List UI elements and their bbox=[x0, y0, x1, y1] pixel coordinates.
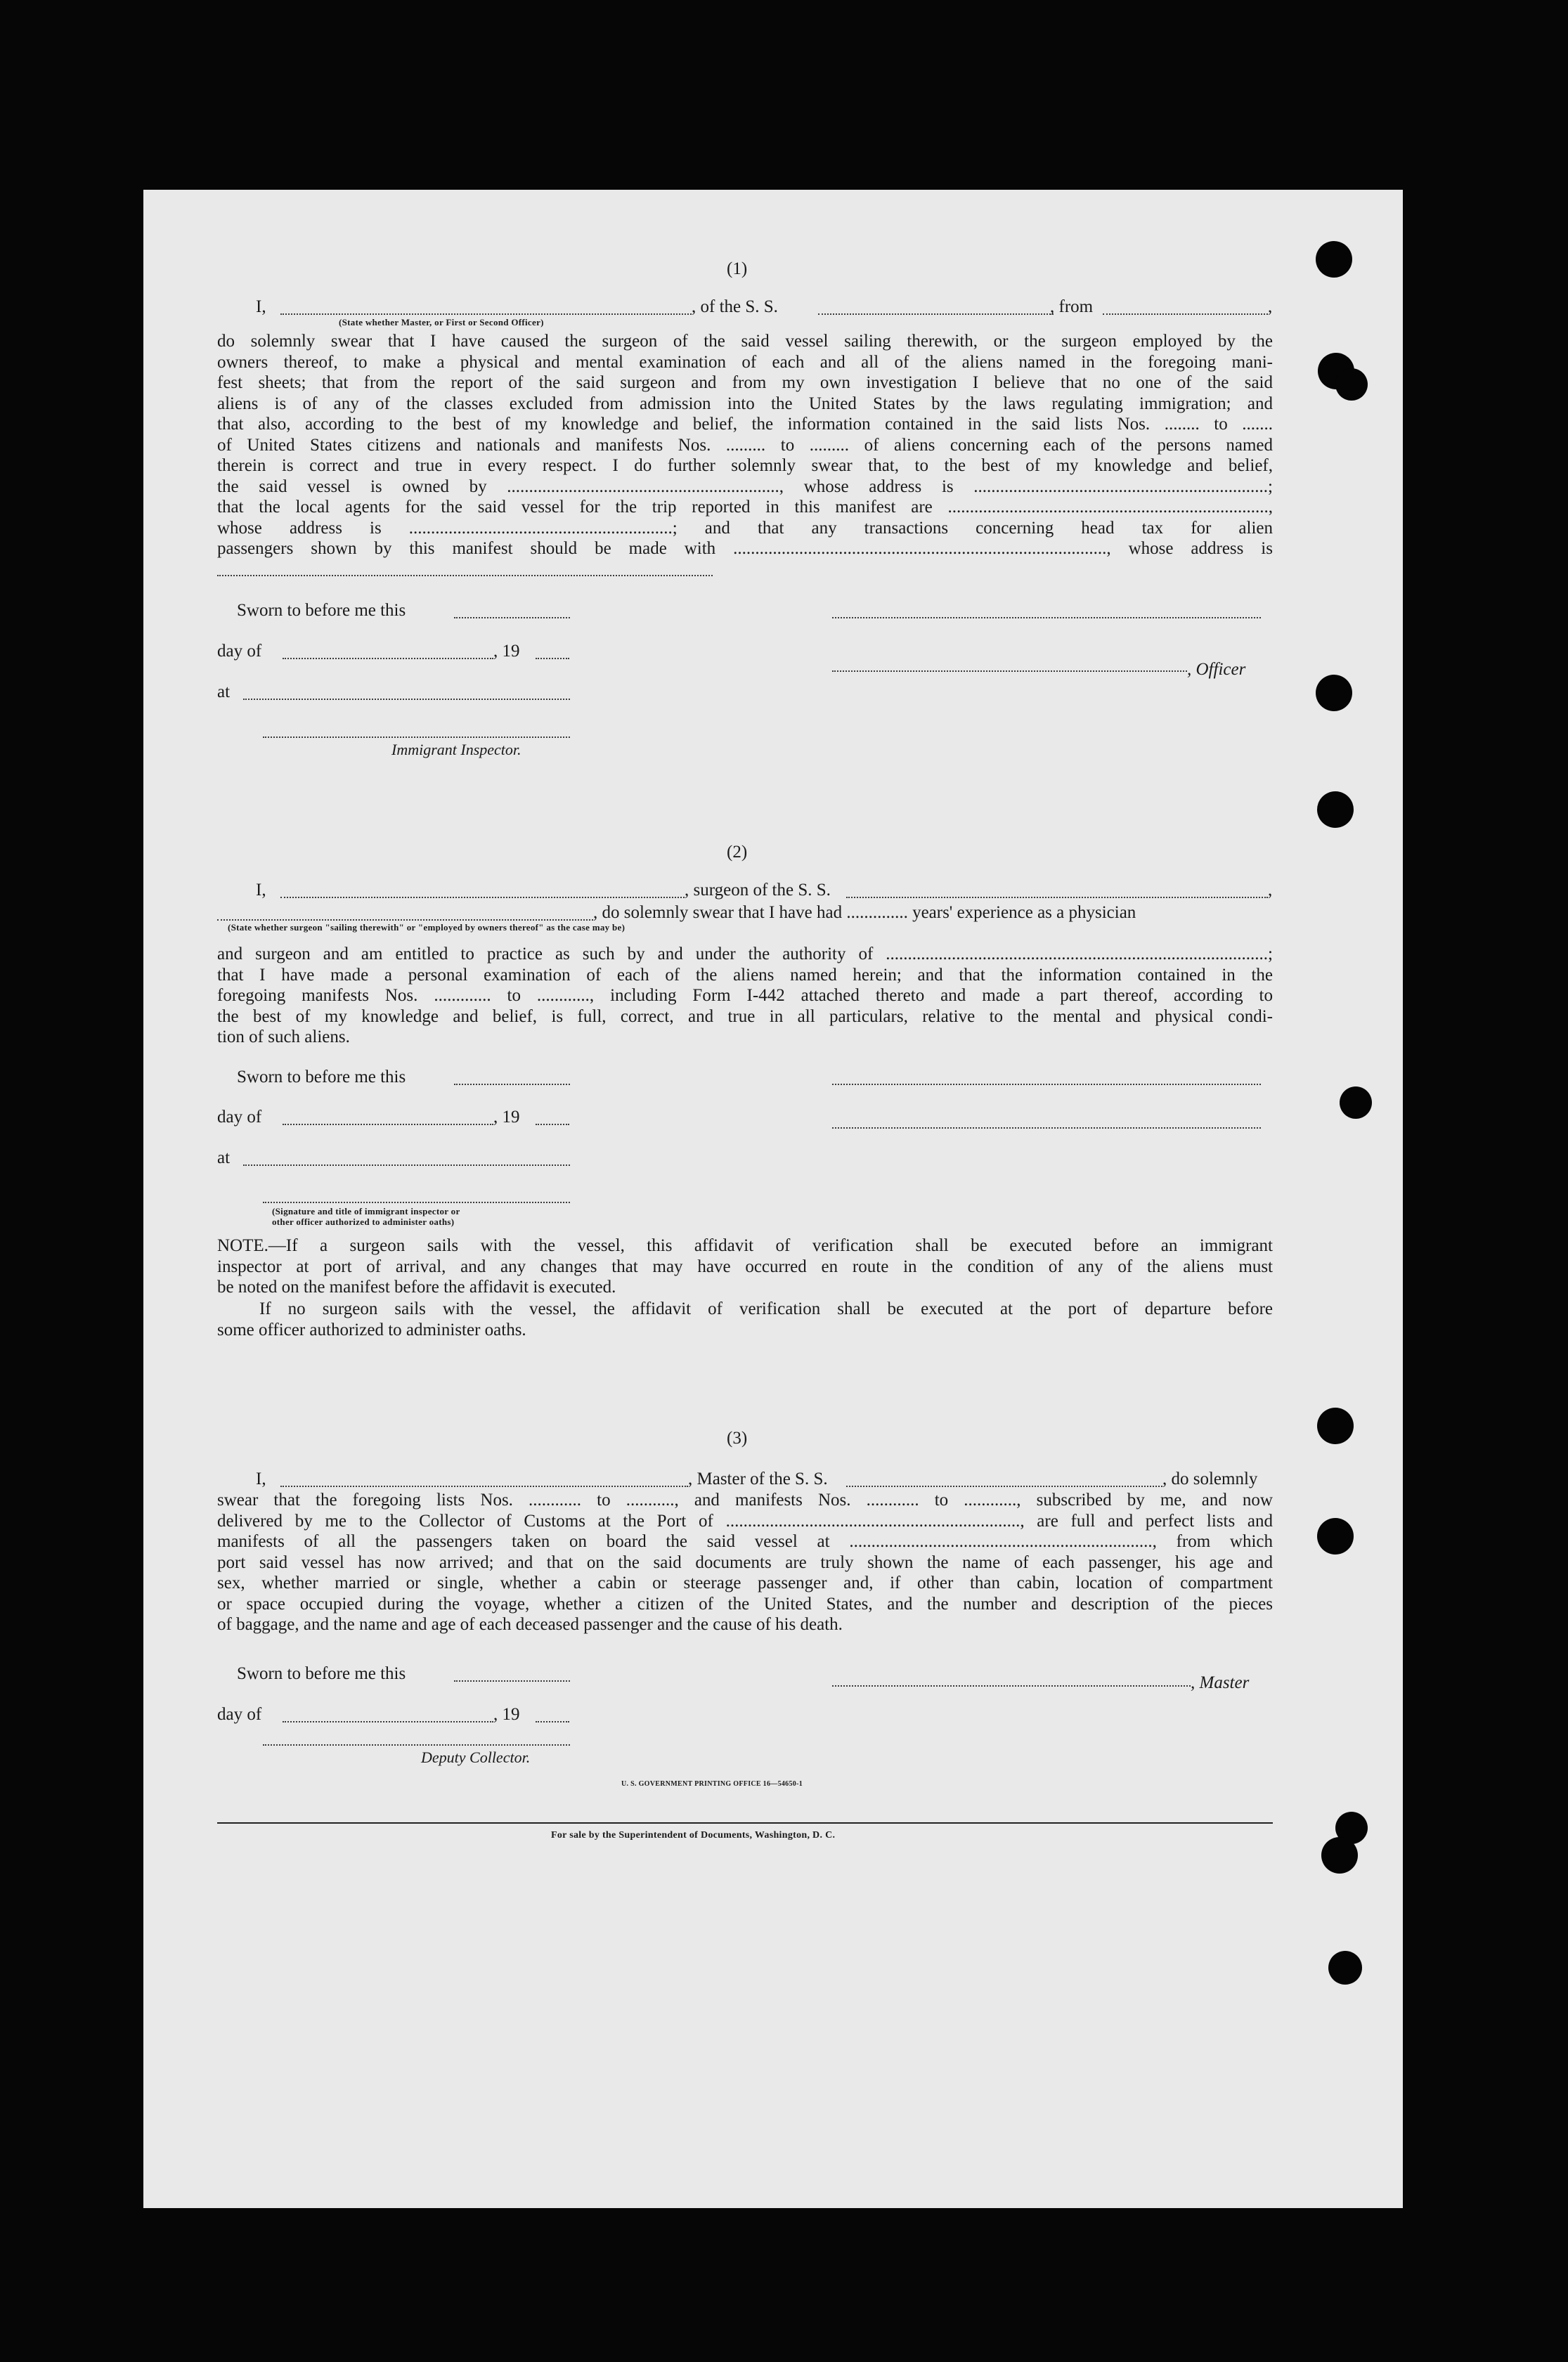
section-1-i-label: I, bbox=[256, 297, 266, 316]
punch-hole bbox=[1317, 1518, 1354, 1555]
punch-hole bbox=[1317, 1408, 1354, 1444]
do-solemnly-label: , do solemnly bbox=[1162, 1469, 1258, 1488]
note-line: —If a surgeon sails with the vessel, this affidavit of verification shall be executed before an immigrant bbox=[268, 1236, 1273, 1255]
form-page bbox=[143, 190, 1403, 2208]
s2-day-line bbox=[283, 1124, 493, 1125]
note2-line: some officer authorized to administer oaths. bbox=[217, 1320, 526, 1339]
s3-collector-line bbox=[263, 1744, 570, 1746]
section-1-body bbox=[217, 331, 1273, 559]
of-the-ss-label: , of the S. S. bbox=[692, 297, 778, 316]
s3-i-label: I, bbox=[256, 1469, 266, 1488]
s1-year-label: , 19 bbox=[493, 642, 520, 661]
s2-swear-line: , do solemnly swear that I have had .............. years' experience as a physician bbox=[593, 903, 1136, 922]
s2-line: that I have made a personal examination of each of the aliens named herein; and that the information contained in the bbox=[217, 965, 1273, 985]
master-name-line bbox=[280, 1486, 688, 1487]
s3-vessel-line bbox=[846, 1486, 1162, 1487]
section-1-number: (1) bbox=[727, 259, 748, 278]
s1-sworn-line bbox=[454, 617, 570, 618]
s1-sworn-label: Sworn to before me this bbox=[237, 601, 406, 620]
s2-line: the best of my knowledge and belief, is full, correct, and true in all particulars, relative to the mental and physical condi- bbox=[217, 1006, 1273, 1026]
s3-line: sex, whether married or single, whether a cabin or steerage passenger and, if other than cabin, location of compartment bbox=[217, 1573, 1273, 1592]
from-label: , from bbox=[1050, 297, 1094, 316]
s2-sworn-label: Sworn to before me this bbox=[237, 1068, 406, 1086]
section-2-body bbox=[217, 944, 1273, 1048]
s1-line: that also, according to the best of my knowledge and belief, the information contained in the said lists Nos. ........ to ....... bbox=[217, 415, 1273, 434]
s3-line: delivered by me to the Collector of Customs at the Port of ..................................................................., are full and perfect lists and bbox=[217, 1511, 1273, 1531]
s2-year-label: , 19 bbox=[493, 1108, 520, 1127]
s1-signature-line bbox=[832, 617, 1261, 618]
s2-inspector-line bbox=[263, 1202, 570, 1203]
s3-line: manifests of all the passengers taken on board the said vessel at ....................................................................., from which bbox=[217, 1532, 1273, 1551]
s3-master-line bbox=[832, 1685, 1191, 1687]
sailing-note: (State whether surgeon "sailing therewith" or "employed by owners thereof" as the case may be) bbox=[228, 922, 626, 933]
s1-line: whose address is ............................................................; and that any transactions concerning head tax for alien bbox=[217, 518, 1273, 538]
s1-line: passengers shown by this manifest should be made with ....................................................................................., whose address is bbox=[217, 539, 1273, 558]
s3-master-label: , Master bbox=[1191, 1673, 1250, 1692]
s2-title-line bbox=[832, 1127, 1261, 1129]
surgeon-status-line bbox=[217, 919, 593, 921]
s3-day-line bbox=[283, 1721, 493, 1722]
s3-year-label: , 19 bbox=[493, 1705, 520, 1724]
s1-day-line bbox=[283, 658, 493, 659]
s2-day-of-label: day of bbox=[217, 1108, 262, 1127]
s2-i-label: I, bbox=[256, 881, 266, 900]
footer-rule bbox=[217, 1822, 1273, 1824]
gpo-imprint: U. S. GOVERNMENT PRINTING OFFICE 16—54650-1 bbox=[621, 1780, 803, 1788]
s1-line: therein is correct and true in every respect. I do further solemnly swear that, to the best of my knowledge and belief, bbox=[217, 456, 1273, 475]
officer-name-line bbox=[280, 313, 692, 315]
s1-line: of United States citizens and nationals and manifests Nos. ......... to ......... of aliens concerning each of the persons named bbox=[217, 435, 1273, 455]
s1-line: owners thereof, to make a physical and mental examination of each and all of the aliens named in the foregoing mani- bbox=[217, 352, 1273, 372]
s3-collector-label: Deputy Collector. bbox=[421, 1748, 531, 1766]
s2-line: and surgeon and am entitled to practice as such by and under the authority of .......................................................................................; bbox=[217, 945, 1273, 963]
s1-inspector-line bbox=[263, 736, 570, 738]
s2-line: tion of such aliens. bbox=[217, 1027, 350, 1046]
punch-hole bbox=[1316, 241, 1352, 278]
note-line: inspector at port of arrival, and any changes that may have occurred en route in the condition of any of the aliens must bbox=[217, 1257, 1273, 1276]
s2-sworn-line bbox=[454, 1084, 570, 1085]
s3-line: swear that the foregoing lists Nos. ............ to ..........., and manifests Nos. ............ to ............, subscribed by me, and now bbox=[217, 1491, 1273, 1510]
note2-line: If no surgeon sails with the vessel, the affidavit of verification shall be executed at the port of departure before bbox=[259, 1299, 1273, 1318]
master-of-label: , Master of the S. S. bbox=[688, 1469, 828, 1488]
s3-day-of-label: day of bbox=[217, 1705, 262, 1724]
s1-officer-label: , Officer bbox=[1187, 660, 1246, 679]
s1-line: the said vessel is owned by .............................................................., whose address is ...................................................................; bbox=[217, 476, 1273, 496]
punch-hole bbox=[1340, 1086, 1372, 1119]
sig-note-1: (Signature and title of immigrant inspector or bbox=[272, 1206, 460, 1216]
surgeon-of-label: , surgeon of the S. S. bbox=[685, 881, 831, 900]
s2-year-line bbox=[536, 1124, 569, 1125]
s3-line: or space occupied during the voyage, whether a citizen of the United States, and the number and description of the pieces bbox=[217, 1594, 1273, 1614]
punch-hole bbox=[1328, 1951, 1362, 1985]
s1-at-line bbox=[243, 699, 570, 700]
s3-year-line bbox=[536, 1721, 569, 1722]
note-label: NOTE. bbox=[217, 1236, 268, 1255]
s1-at-label: at bbox=[217, 682, 231, 701]
s1-day-of-label: day of bbox=[217, 642, 262, 661]
s1-line: fest sheets; that from the report of the said surgeon and from my own investigation I believe that no one of the said bbox=[217, 373, 1273, 392]
s3-line: of baggage, and the name and age of each deceased passenger and the cause of his death. bbox=[217, 1615, 843, 1634]
s1-line: do solemnly swear that I have caused the surgeon of the said vessel sailing therewith, or the surgeon employed by the bbox=[217, 332, 1273, 351]
note2-paragraph bbox=[217, 1299, 1273, 1340]
sig-note-2: other officer authorized to administer oaths) bbox=[272, 1216, 455, 1227]
section-3-body bbox=[217, 1490, 1273, 1635]
trailing-comma: , bbox=[1268, 297, 1273, 316]
s2-at-line bbox=[243, 1164, 570, 1166]
punch-hole bbox=[1335, 368, 1368, 401]
punch-hole bbox=[1321, 1837, 1358, 1874]
s3-sworn-line bbox=[454, 1680, 570, 1682]
from-port-line bbox=[1103, 313, 1268, 315]
s2-signature-line bbox=[832, 1084, 1261, 1085]
note-line: be noted on the manifest before the affidavit is executed. bbox=[217, 1278, 616, 1297]
s1-officer-line bbox=[832, 670, 1187, 672]
s1-line: aliens is of any of the classes excluded from admission into the United States by the laws regulating immigration; and bbox=[217, 394, 1273, 413]
head-tax-address-line bbox=[217, 575, 713, 576]
sale-notice: For sale by the Superintendent of Documents, Washington, D. C. bbox=[551, 1830, 836, 1841]
s3-sworn-label: Sworn to before me this bbox=[237, 1664, 406, 1683]
s2-at-label: at bbox=[217, 1148, 231, 1167]
punch-hole bbox=[1317, 791, 1354, 828]
section-3-number: (3) bbox=[727, 1429, 748, 1448]
s1-line: that the local agents for the said vessel for the trip reported in this manifest are ........................................................................., bbox=[217, 498, 1273, 517]
section-2-number: (2) bbox=[727, 843, 748, 862]
note-paragraph bbox=[217, 1235, 1273, 1298]
surgeon-name-line bbox=[280, 897, 685, 898]
vessel-name-line bbox=[818, 313, 1054, 315]
s1-inspector-label: Immigrant Inspector. bbox=[391, 741, 521, 758]
s1-year-line bbox=[536, 658, 569, 659]
s2-comma: , bbox=[1268, 881, 1273, 900]
officer-note: (State whether Master, or First or Second Officer) bbox=[339, 317, 544, 327]
punch-hole bbox=[1316, 675, 1352, 711]
s2-vessel-line bbox=[846, 897, 1268, 898]
s3-line: port said vessel has now arrived; and that on the said documents are truly shown the name of each passenger, his age and bbox=[217, 1552, 1273, 1572]
s2-line: foregoing manifests Nos. ............. to ............, including Form I-442 attached thereto and made a part thereof, according to bbox=[217, 986, 1273, 1005]
